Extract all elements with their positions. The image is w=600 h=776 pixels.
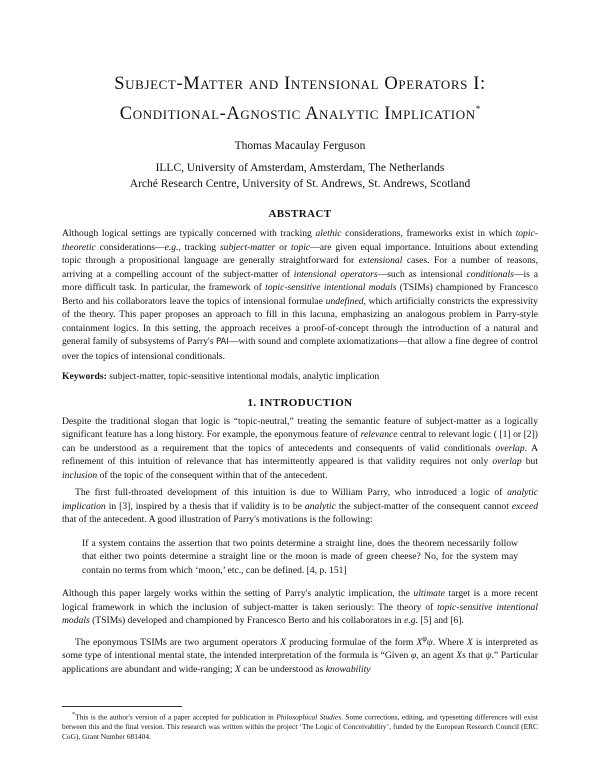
intro-paragraph-2: The first full-throated development of this intuition is due to William Parry, who introduced a logic of analytic implication in [3], inspired by a thesis that if validity is to be analytic the subject-matter of the consequent cannot exceed that of the antecedent. A good illustration of Parry's motivations is the following: <box>62 487 538 526</box>
affiliation-1: ILLC, University of Amsterdam, Amsterdam, The Netherlands <box>155 162 445 175</box>
author-name: Thomas Macaulay Ferguson <box>234 140 366 153</box>
intro-paragraph-4: The eponymous TSIMs are two argument operators X producing formulae of the form $X^\varphi\psi$. Where X is interpreted as some type of intentional mental state, the intended interpretation of the formula is “Given φ, an agent Xs that ψ.” Particular applications are abundant and wide-ranging; X can be understood as knowability <box>62 633 539 675</box>
title-line-2: Conditional-Agnostic Analytic Implication <box>119 104 476 125</box>
abstract-heading: ABSTRACT <box>268 208 332 221</box>
keywords <box>62 370 538 384</box>
keywords-label: Keywords: <box>62 371 107 383</box>
footnote-text: *This is the author's version of a paper accepted for publication in Philosophical Studies. Some corrections, editing, and typesetting differences will exist between this and the final version. This research was written within the project ‘The Logic of Conceivability’, funded by the European Research Council (ERC CoG), Grant Number 681404. <box>62 712 538 742</box>
parry-quotation: If a system contains the assertion that two points determine a straight line, does the theorem necessarily follow that either two points determine a straight line or the moon is made of green cheese? No, for the system may contain no terms from which ‘moon,’ etc., can be defined. [4, p. 151] <box>82 537 518 576</box>
abstract-text: Although logical settings are typically concerned with tracking alethic considerations, frameworks exist in which topic-theoretic considerations—e.g., tracking subject-matter or topic—are given equal importance. Intuitions about extending topic through a propositional language are generally straightforward for extensional cases. For a number of reasons, arriving at a compelling account of the subject-matter of intensional operators—such as intensional conditionals—is a more difficult task. In particular, the framework of topic-sensitive intentional modals (TSIMs) championed by Francesco Berto and his collaborators leave the topics of intensional formulae undefined, which artificially constricts the expressivity of the theory. This paper proposes an approach to fill in this lacuna, emphasizing an analogous problem in Parry-style containment logics. In this setting, the approach receives a proof-of-concept through the introduction of a natural and general family of subsystems of Parry's PAI—with sound and complete axiomatizations—that allow a fine degree of control over the topics of intensional conditionals. <box>62 228 538 362</box>
introduction-heading: 1. INTRODUCTION <box>247 396 353 409</box>
footnote-area <box>62 706 538 742</box>
footnote-mark: * <box>72 712 76 718</box>
intro-paragraph-1: Despite the traditional slogan that logic is “topic-neutral,” treating the semantic feature of subject-matter as a logically significant feature has a long history. For example, the eponymous feature of relevance central to relevant logic ( [1] or [2]) can be understood as a requirement that the topics of antecedents and consequents of valid conditionals overlap. A refinement of this intuition of relevance that has intermittently appeared is that validity requires not only overlap but inclusion of the topic of the consequent within that of the antecedent. <box>62 415 538 481</box>
title-footnote-mark: * <box>475 104 481 114</box>
intro-paragraph-3: Although this paper largely works within the setting of Parry's analytic implication, the ultimate target is a more recent logical framework in which the inclusion of subject-matter is taken seriously: The theory of topic-sensitive intentional modals (TSIMs) developed and championed by Francesco Berto and his collaborators in e.g. [5] and [6]. <box>62 588 538 627</box>
footnote-rule <box>62 706 182 707</box>
affiliations <box>62 161 538 192</box>
affiliation-2: Arché Research Centre, University of St. Andrews, St. Andrews, Scotland <box>129 177 471 190</box>
paper-title <box>62 72 538 127</box>
keywords-list: subject-matter, topic-sensitive intentional modals, analytic implication <box>106 371 380 383</box>
title-line-1: Subject-Matter and Intensional Operators I: <box>114 74 486 94</box>
